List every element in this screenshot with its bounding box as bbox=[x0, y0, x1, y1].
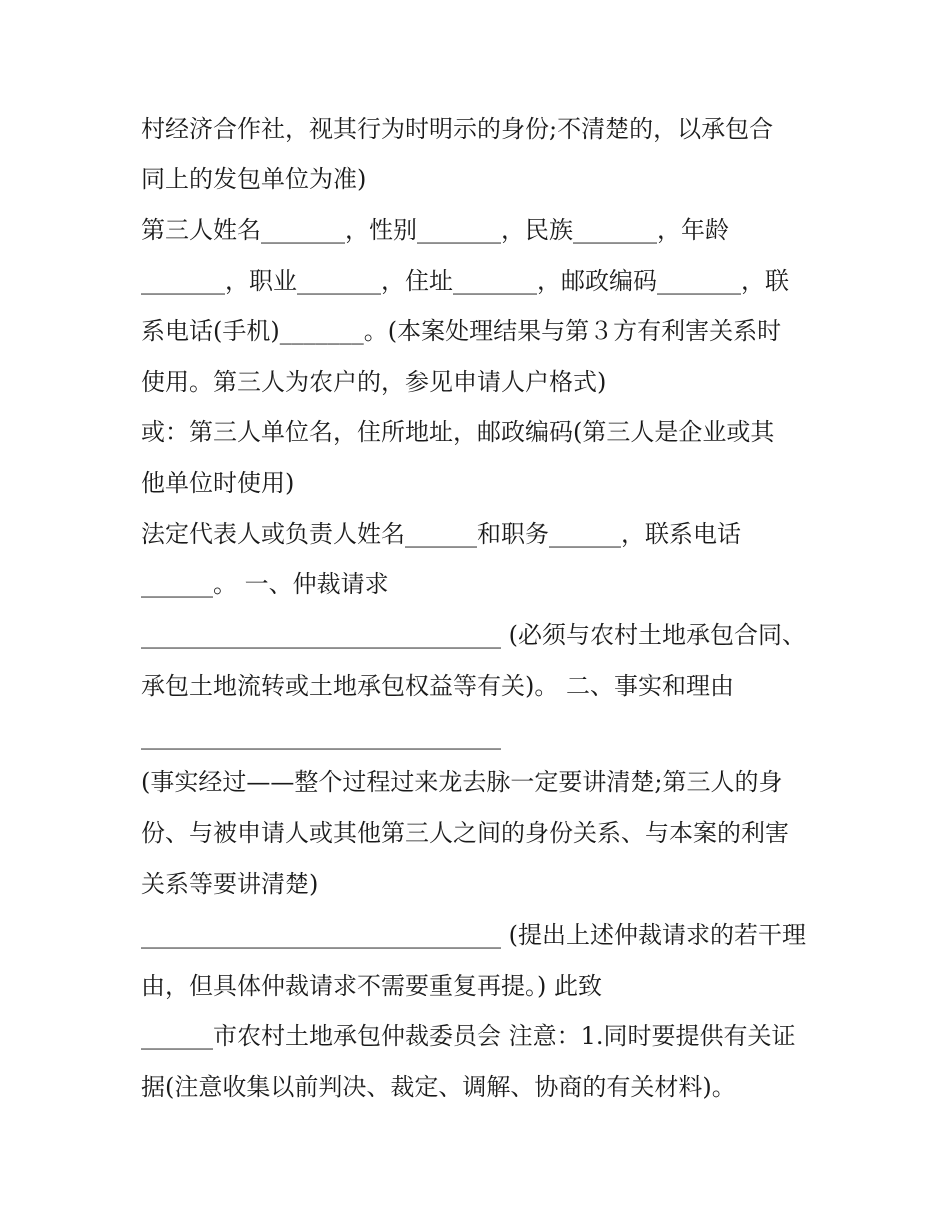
text-line: (事实经过——整个过程过来龙去脉一定要讲清楚;第三人的身 bbox=[141, 768, 783, 796]
text-line: 承包土地流转或土地承包权益等有关)。 二、事实和理由 bbox=[141, 672, 734, 700]
text-line: 据(注意收集以前判决、裁定、调解、协商的有关材料)。 bbox=[141, 1073, 736, 1101]
text-line: ______市农村土地承包仲裁委员会 注意：1.同时要提供有关证 bbox=[141, 1022, 796, 1050]
text-line: 系电话(手机)_______。(本案处理结果与第３方有利害关系时 bbox=[141, 317, 782, 345]
text-line: 村经济合作社，视其行为时明示的身份;不清楚的，以承包合 bbox=[141, 115, 774, 143]
text-line: ______________________________ bbox=[141, 722, 501, 750]
text-line: ______。 一、仲裁请求 bbox=[141, 570, 389, 598]
text-line: ______________________________ (必须与农村土地承包合同、 bbox=[141, 621, 806, 649]
text-line: 由，但具体仲裁请求不需要重复再提。) 此致 bbox=[141, 972, 602, 1000]
text-line: 同上的发包单位为准) bbox=[141, 165, 367, 193]
text-line: 法定代表人或负责人姓名______和职务______，联系电话 bbox=[141, 520, 741, 548]
text-line: 关系等要讲清楚) bbox=[141, 870, 319, 898]
text-line: 第三人姓名_______，性别_______，民族_______，年龄 bbox=[141, 216, 729, 244]
text-line: _______，职业_______，住址_______，邮政编码_______，联 bbox=[141, 267, 789, 295]
text-line: ______________________________ (提出上述仲裁请求的若干理 bbox=[141, 921, 806, 949]
text-line: 他单位时使用) bbox=[141, 469, 295, 497]
text-line: 份、与被申请人或其他第三人之间的身份关系、与本案的利害 bbox=[141, 819, 789, 847]
text-line: 使用。第三人为农户的，参见申请人户格式) bbox=[141, 368, 607, 396]
text-line: 或：第三人单位名，住所地址，邮政编码(第三人是企业或其 bbox=[141, 418, 775, 446]
